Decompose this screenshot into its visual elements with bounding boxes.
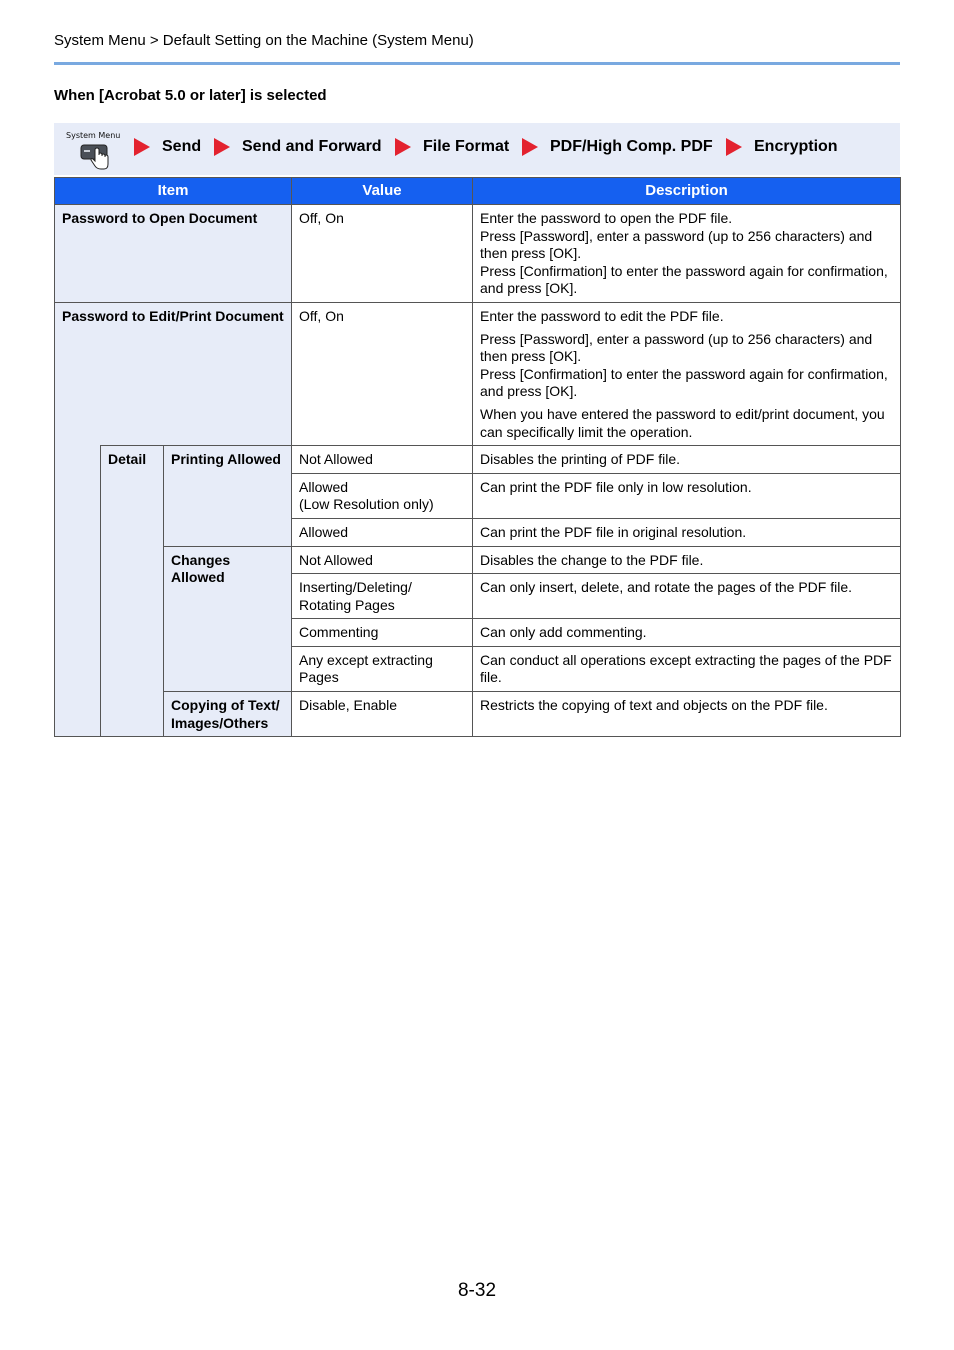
value-cell: Allowed — [292, 518, 473, 546]
value-cell: Off, On — [292, 205, 473, 303]
indent-cell — [55, 446, 101, 737]
path-arrow-icon — [522, 138, 538, 156]
page-header-breadcrumb: System Menu > Default Setting on the Machine (System Menu) — [54, 32, 474, 49]
table-header-row — [55, 178, 901, 205]
system-menu-key — [66, 131, 122, 171]
encryption-settings-table — [54, 177, 901, 737]
description-line: Enter the password to open the PDF file. — [480, 210, 733, 226]
nav-crumb-send: Send — [162, 138, 202, 155]
table-row — [55, 302, 901, 445]
description-cell — [473, 302, 901, 445]
value-cell: Any except extracting Pages — [292, 646, 473, 691]
hand-pressing-key-icon — [80, 142, 112, 170]
item-printing-allowed: Printing Allowed — [164, 446, 292, 546]
description-cell: Can conduct all operations except extracting the pages of the PDF file. — [473, 646, 901, 691]
nav-crumb-file-format: File Format — [423, 138, 510, 155]
menu-navigation-path — [54, 123, 900, 175]
column-header-value: Value — [292, 178, 473, 205]
table-row — [55, 692, 901, 737]
system-menu-key-label: System Menu — [66, 131, 121, 140]
value-cell: Not Allowed — [292, 446, 473, 474]
description-cell: Restricts the copying of text and objects on the PDF file. — [473, 692, 901, 737]
description-cell — [473, 205, 901, 303]
description-cell: Can only insert, delete, and rotate the pages of the PDF file. — [473, 574, 901, 619]
nav-crumb-send-and-forward: Send and Forward — [242, 138, 382, 155]
section-title: When [Acrobat 5.0 or later] is selected — [54, 87, 327, 104]
path-arrow-icon — [726, 138, 742, 156]
item-copying-of-text: Copying of Text/ Images/Others — [164, 692, 292, 737]
value-cell: Not Allowed — [292, 546, 473, 574]
value-cell: Allowed (Low Resolution only) — [292, 473, 473, 518]
table-row — [55, 546, 901, 574]
item-changes-allowed: Changes Allowed — [164, 546, 292, 692]
item-password-to-open: Password to Open Document — [55, 205, 292, 303]
value-cell: Disable, Enable — [292, 692, 473, 737]
description-line: Enter the password to edit the PDF file. — [480, 307, 724, 324]
value-cell: Off, On — [292, 302, 473, 445]
description-cell: Can print the PDF file in original resolution. — [473, 518, 901, 546]
column-header-item: Item — [55, 178, 292, 205]
path-arrow-icon — [395, 138, 411, 156]
description-line: Press [Password], enter a password (up to 256 characters) and then press [OK]. — [480, 330, 873, 365]
path-arrow-icon — [134, 138, 150, 156]
item-detail: Detail — [101, 446, 164, 737]
path-arrow-icon — [214, 138, 230, 156]
description-line: Press [Confirmation] to enter the password again for confirmation, and press [OK]. — [480, 262, 888, 297]
page-number: 8-32 — [457, 1280, 497, 1301]
description-line: Press [Password], enter a password (up to 256 characters) and then press [OK]. — [480, 227, 873, 262]
column-header-description: Description — [473, 178, 901, 205]
description-cell: Disables the change to the PDF file. — [473, 546, 901, 574]
description-cell: Disables the printing of PDF file. — [473, 446, 901, 474]
description-cell: Can print the PDF file only in low resolution. — [473, 473, 901, 518]
nav-crumb-encryption: Encryption — [754, 138, 838, 155]
nav-crumb-pdf-high-comp: PDF/High Comp. PDF — [550, 138, 713, 155]
header-divider — [54, 62, 900, 65]
table-row — [55, 446, 901, 474]
value-cell: Inserting/Deleting/ Rotating Pages — [292, 574, 473, 619]
table-row — [55, 205, 901, 303]
description-line: Press [Confirmation] to enter the password again for confirmation, and press [OK]. — [480, 365, 888, 400]
item-password-to-edit-print: Password to Edit/Print Document — [55, 302, 292, 445]
value-cell: Commenting — [292, 619, 473, 647]
description-cell: Can only add commenting. — [473, 619, 901, 647]
description-line: When you have entered the password to edit/print document, you can specifically limit the operation. — [480, 405, 885, 440]
